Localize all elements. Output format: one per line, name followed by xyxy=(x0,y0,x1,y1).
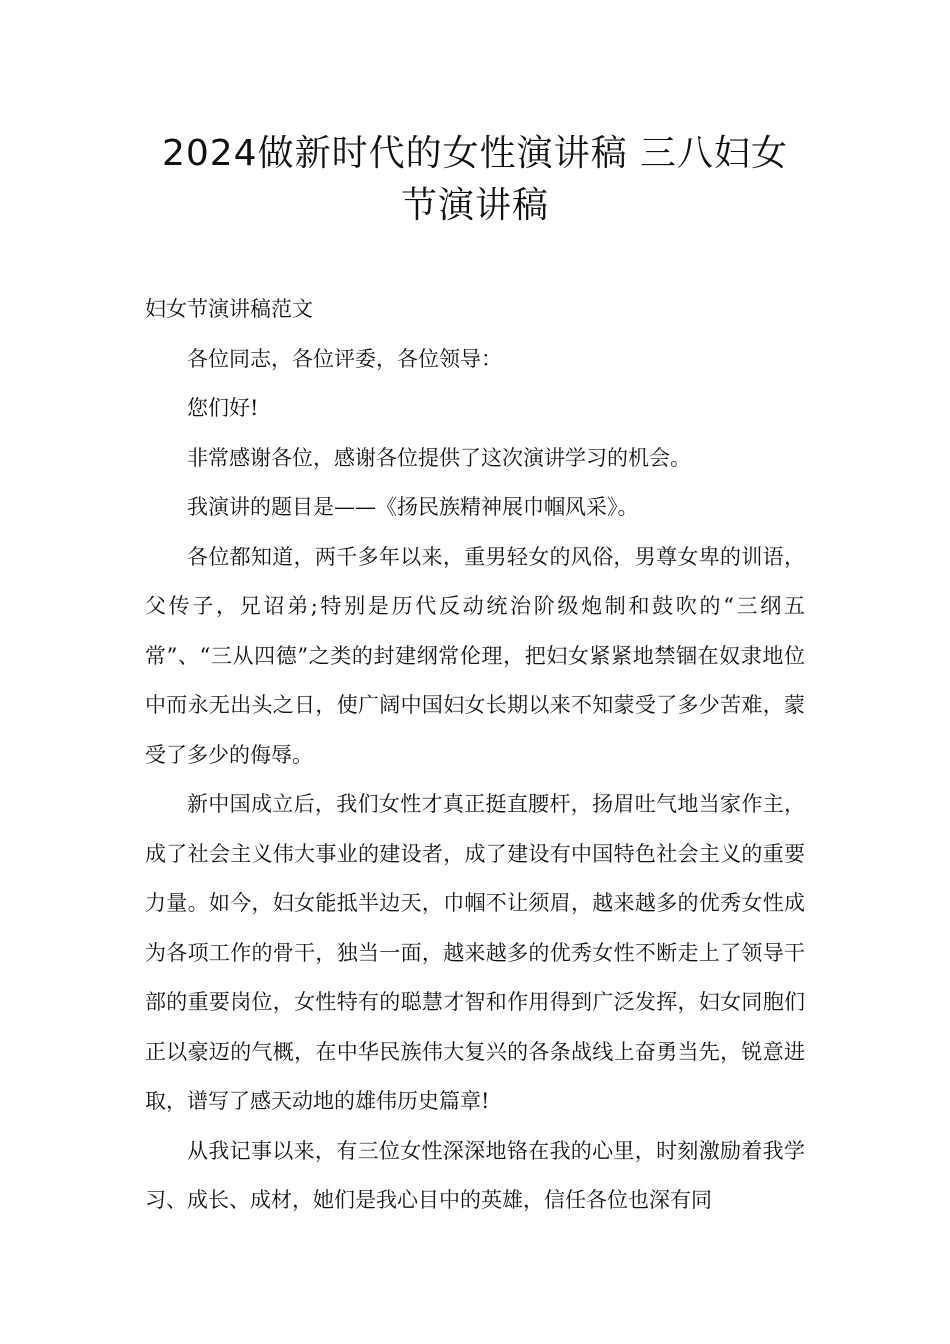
paragraph-topic: 我演讲的题目是——《扬民族精神展巾帼风采》。 xyxy=(187,495,639,519)
paragraph-three-women: 从我记事以来，有三位女性深深地铬在我的心里，时刻激励着我学习、成长、成材，她们是我心目中的英雄，信任各位也深有同 xyxy=(145,1138,805,1212)
paragraph-salutation: 各位同志，各位评委，各位领导： xyxy=(187,346,502,371)
paragraph-greeting: 您们好! xyxy=(187,396,259,420)
document-title xyxy=(120,128,830,232)
paragraph-history: 各位都知道，两千多年以来，重男轻女的风俗，男尊女卑的训语，父传子，兄诏弟;特别是历代反动统治阶级炮制和鼓吹的“三纲五常”、“三从四德”之类的封建纲常伦理，把妇女紧紧地禁锢在奴隶地位中而永无出头之日，使广阔中国妇女长期以来不知蒙受了多少苦难，蒙受了多少的侮辱。 xyxy=(145,544,805,767)
paragraph-thanks: 非常感谢各位，感谢各位提供了这次演讲学习的机会。 xyxy=(187,445,691,470)
title-line-2: 节演讲稿 xyxy=(400,185,549,226)
paragraph-new-china: 新中国成立后，我们女性才真正挺直腰杆，扬眉吐气地当家作主，成了社会主义伟大事业的建设者，成了建设有中国特色社会主义的重要力量。如今，妇女能抵半边天，巾帼不让须眉，越来越多的优秀女性成为各项工作的骨干，独当一面，越来越多的优秀女性不断走上了领导干部的重要岗位，女性特有的聪慧才智和作用得到广泛发挥，妇女同胞们正以豪迈的气概，在中华民族伟大复兴的各条战线上奋勇当先，锐意进取，谱写了感天动地的雄伟历史篇章! xyxy=(145,792,805,1113)
paragraph-subtitle: 妇女节演讲稿范文 xyxy=(145,297,313,321)
document-body xyxy=(145,285,805,1226)
title-line-1: 2024做新时代的女性演讲稿 三八妇女 xyxy=(161,133,789,174)
